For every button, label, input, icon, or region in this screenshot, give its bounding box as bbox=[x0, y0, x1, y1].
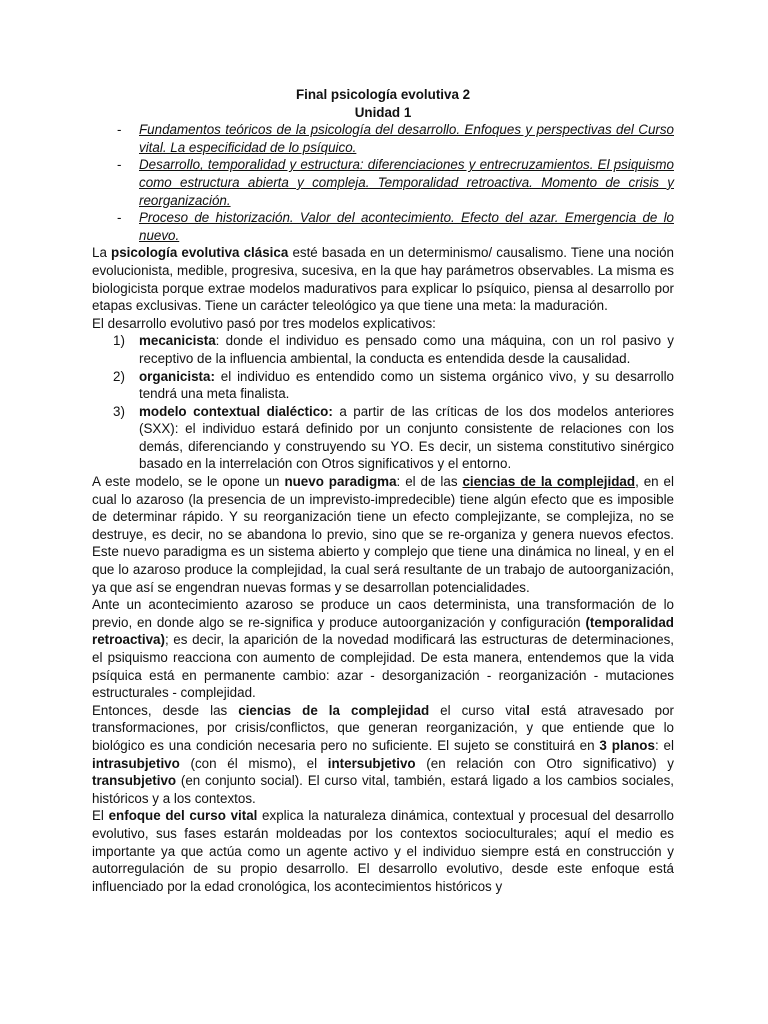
paragraph-random-event: Ante un acontecimiento azaroso se produce un caos determinista, una transformación de lo previo, en donde algo se re-significa y produce autoorganización y configuración (temporalidad retroactiva); es decir, la aparición de la novedad modificará las estructuras de determinaciones, el psiquismo reacciona con aumento de complejidad. De esta manera, entendemos que la vida psíquica está en permanente cambio: azar - desorganización - reorganización - mutaciones estructurales - complejidad. bbox=[92, 597, 674, 701]
paragraph-complexity: Entonces, desde las ciencias de la complejidad el curso vital está atravesado por transformaciones, por crisis/conflictos, que generan reorganización, y que entiende que lo biológico es una condición necesaria pero no suficiente. El sujeto se constituirá en 3 planos: el intrasubjetivo (con él mismo), el intersubjetivo (en relación con Otro significativo) y transubjetivo (en conjunto social). El curso vital, también, estará ligado a los cambios sociales, históricos y a los contextos. bbox=[92, 702, 674, 806]
paragraph-classical: La psicología evolutiva clásica esté basada en un determinismo/ causalismo. Tiene una noción evolucionista, medible, progresiva, sucesiva, en la que hay parámetros observables. La misma es biologicista porque extrae modelos madurativos para explicar lo psíquico, piensa al desarrollo por etapas exclusivas. Tiene un carácter teleológico ya que tiene una meta: la maduración. bbox=[92, 245, 674, 314]
topic-item: - Fundamentos teóricos de la psicología del desarrollo. Enfoques y perspectivas del Curso vital. La especificidad de lo psíquico. bbox=[139, 121, 674, 156]
document-title: Final psicología evolutiva 2 bbox=[295, 87, 471, 102]
topic-item: - Proceso de historización. Valor del acontecimiento. Efecto del azar. Emergencia de lo nuevo. bbox=[139, 209, 674, 244]
paragraph-new-paradigm: A este modelo, se le opone un nuevo paradigma: el de las ciencias de la complejidad, en el cual lo azaroso (la presencia de un imprevisto-impredecible) tiene algún efecto que es imposible de determinar rápido. Y su reorganización tiene un efecto complejizante, se complejiza, no se destruye, es decir, no se abandona lo previo, sino que se re-organiza y genera nuevos efectos. Este nuevo paradigma es un sistema abierto y complejo que tiene una dinámica no lineal, y en el que lo azaroso produce la complejidad, la cual será resultante de un trabajo de autoorganización, ya que así se engendran nuevas formas y se desarrollan potencialidades. bbox=[92, 474, 674, 595]
models-list bbox=[92, 332, 674, 473]
model-item: 1) mecanicista: donde el individuo es pensado como una máquina, con un rol pasivo y receptivo de la influencia ambiental, la conducta es entendida desde la causalidad. bbox=[113, 333, 674, 366]
unit-heading: Unidad 1 bbox=[354, 104, 412, 120]
paragraph-models-intro: El desarrollo evolutivo pasó por tres modelos explicativos: bbox=[92, 315, 436, 331]
topic-item: - Desarrollo, temporalidad y estructura: diferenciaciones y entrecruzamientos. El psiquismo como estructura abierta y compleja. Temporalidad retroactiva. Momento de crisis y reorganización. bbox=[139, 156, 674, 209]
topic-list bbox=[92, 121, 674, 244]
paragraph-life-course: El enfoque del curso vital explica la naturaleza dinámica, contextual y procesual del desarrollo evolutivo, sus fases estarán moldeadas por los contextos socioculturales; aquí el medio es importante ya que actúa como un agente activo y el individuo siempre está en construcción y autorregulación de su propio desarrollo. El desarrollo evolutivo, desde este enfoque está influenciado por la edad cronológica, los acontecimientos históricos y bbox=[92, 808, 674, 894]
model-item: 3) modelo contextual dialéctico: a partir de las críticas de los dos modelos anteriores (SXX): el individuo estará definido por un conjunto consistente de relaciones con los demás, diferenciando y construyendo su YO. Es decir, un sistema constitutivo sinérgico basado en la interrelación con Otros significativos y el entorno. bbox=[113, 403, 675, 472]
model-item: 2) organicista: el individuo es entendido como un sistema orgánico vivo, y su desarrollo tendrá una meta finalista. bbox=[113, 368, 674, 402]
